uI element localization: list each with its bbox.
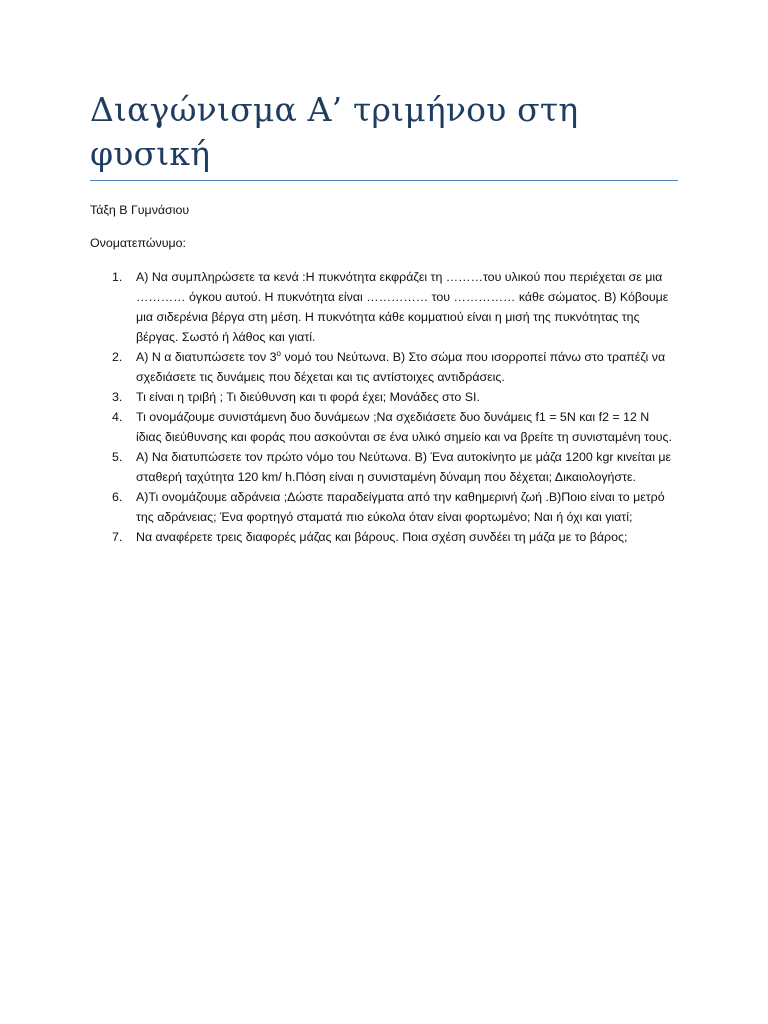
question-number: 1.: [112, 270, 123, 284]
question-text: Α) Να διατυπώσετε τον πρώτο νόμο του Νεύτωνα. Β) Ένα αυτοκίνητο με μάζα 1200 kgr κινείται με σταθερή ταχύτητα 120 km/ h.Πόση είναι η συνισταμένη δύναμη που δέχεται; Δικαιολογήστε.: [136, 450, 672, 484]
document-page: [90, 88, 678, 547]
question-6: [90, 487, 678, 527]
question-number: 2.: [112, 350, 123, 364]
question-text-end: νομό του Νεύτωνα. Β) Στο σώμα που ισορροπεί πάνω στο τραπέζι να σχεδιάσετε τις δυνάμεις που δέχεται και τις αντίστοιχες αντιδράσεις.: [136, 350, 666, 384]
question-number: 3.: [112, 390, 123, 404]
question-1: [90, 267, 678, 347]
title-underline: [90, 180, 678, 181]
question-number: 5.: [112, 450, 123, 464]
question-number: 6.: [112, 490, 123, 504]
question-4: [90, 407, 678, 447]
question-text: Α) Να συμπληρώσετε τα κενά :Η πυκνότητα εκφράζει τη ………του υλικού που περιέχεται σε μια ………… όγκου αυτού. Η πυκνότητα είναι …………… του …………… κάθε σώματος. Β) Κόβουμε μια σιδερένια βέργα στη μέση. Η πυκνότητα κάθε κομματιού είναι η μισή της πυκνότητας της βέργας. Σωστό ή λάθος και γιατί.: [136, 270, 669, 344]
question-3: [90, 387, 678, 407]
name-label: Ονοματεπώνυμο:: [90, 236, 186, 250]
question-text: Να αναφέρετε τρεις διαφορές μάζας και βάρους. Ποια σχέση συνδέει τη μάζα με το βάρος;: [136, 530, 628, 544]
question-number: 4.: [112, 410, 123, 424]
question-text: Α)Τι ονομάζουμε αδράνεια ;Δώστε παραδείγματα από την καθημερινή ζωή .Β)Ποιο είναι το μετρό της αδράνειας; Ένα φορτηγό σταματά πιο εύκολα όταν είναι φορτωμένο; Ναι ή όχι και γιατί;: [136, 490, 665, 524]
question-text-start: Α) Ν α διατυπώσετε τον 3: [136, 350, 277, 364]
class-label: Τάξη Β Γυμνάσιου: [90, 203, 190, 217]
question-5: [90, 447, 678, 487]
question-2: [90, 347, 678, 387]
question-list: [90, 267, 678, 547]
question-text: Τι είναι η τριβή ; Τι διεύθυνση και τι φορά έχει; Μονάδες στο SI.: [136, 390, 480, 404]
question-text: [136, 350, 665, 384]
question-7: [90, 527, 678, 547]
question-number: 7.: [112, 530, 123, 544]
ordinal-superscript: ο: [276, 348, 281, 358]
question-text: Τι ονομάζουμε συνιστάμενη δυο δυνάμεων ;Να σχεδιάσετε δυο δυνάμεις f1 = 5N και f2 = 12 N ίδιας διεύθυνσης και φοράς που ασκούνται σε ένα υλικό σημείο και να βρείτε τη συνισταμένη τους.: [136, 410, 672, 444]
document-title: Διαγώνισμα Α’ τριμήνου στη φυσική: [90, 90, 579, 173]
